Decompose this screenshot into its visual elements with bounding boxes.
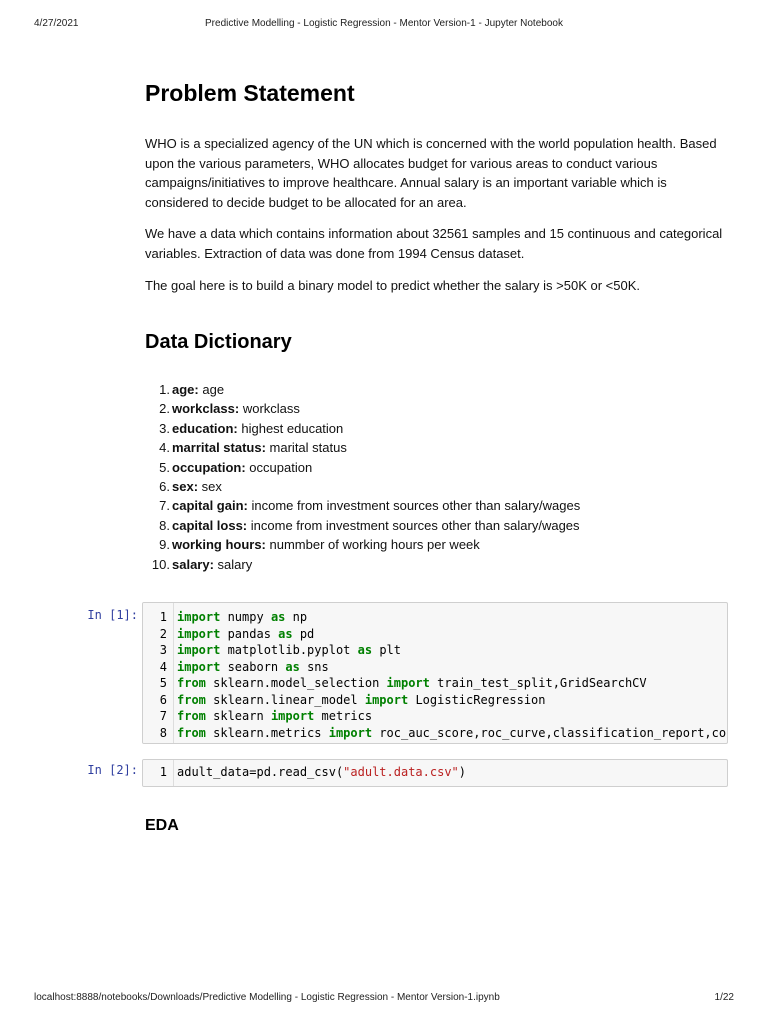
- code-line: [143, 725, 727, 742]
- code-keyword: as: [270, 610, 286, 624]
- item-number: 4.: [159, 440, 170, 456]
- item-term: sex:: [172, 478, 199, 494]
- code-line: [143, 642, 727, 659]
- item-number: 9.: [159, 537, 170, 553]
- dictionary-item: [145, 438, 580, 457]
- code-token: sklearn: [205, 709, 271, 723]
- item-description: sex: [201, 478, 222, 494]
- code-token: sklearn.linear_model: [205, 692, 365, 707]
- item-description: workclass: [242, 401, 300, 417]
- code-keyword: as: [357, 643, 373, 657]
- code-token: roc_auc_score,roc_curve,classification_report,co: [372, 725, 727, 740]
- code-keyword: import: [177, 643, 221, 657]
- item-number: 2.: [159, 401, 170, 417]
- item-description: highest education: [241, 420, 344, 436]
- print-date: 4/27/2021: [34, 18, 79, 29]
- print-footer: [34, 992, 734, 1006]
- cell-prompt: In [1]:: [87, 608, 138, 622]
- item-description: income from investment sources other than salary/wages: [250, 517, 580, 533]
- line-number: 6: [159, 692, 167, 707]
- item-term: workclass:: [172, 401, 240, 417]
- code-keyword: import: [177, 626, 221, 641]
- dictionary-item: [145, 380, 580, 399]
- item-description: marital status: [269, 440, 347, 456]
- dictionary-item: [145, 458, 580, 477]
- code-token: ): [458, 765, 466, 779]
- code-token: train_test_split,GridSearchCV: [429, 676, 647, 690]
- code-text: [177, 659, 329, 676]
- problem-paragraph-2: We have a data which contains information about 32561 samples and 15 continuous and categorical variables. Extraction of data was done from 1994 Census dataset.: [145, 226, 723, 261]
- code-cell-2[interactable]: [80, 759, 728, 785]
- item-term: capital loss:: [172, 517, 248, 533]
- code-text: [177, 764, 466, 781]
- item-term: occupation:: [172, 459, 246, 475]
- code-token: sklearn.metrics: [205, 725, 329, 740]
- code-token: adult_data=pd.read_csv(: [177, 765, 344, 779]
- data-dictionary-heading: Data Dictionary: [145, 331, 292, 353]
- code-keyword: from: [177, 709, 206, 723]
- code-line: [143, 675, 727, 692]
- code-keyword: import: [270, 709, 315, 723]
- code-keyword: import: [364, 692, 409, 707]
- line-number: 8: [159, 725, 167, 740]
- item-number: 3.: [159, 420, 170, 436]
- item-term: education:: [172, 420, 238, 436]
- page-number: 1/22: [714, 992, 734, 1003]
- code-token: numpy: [220, 610, 271, 624]
- line-number: 2: [159, 626, 167, 641]
- code-cell-1[interactable]: [80, 602, 728, 742]
- item-term: working hours:: [172, 537, 266, 553]
- code-token: sklearn.model_selection: [205, 676, 387, 690]
- cell-prompt: In [2]:: [87, 763, 138, 777]
- code-text: [177, 642, 401, 659]
- print-title: Predictive Modelling - Logistic Regression - Mentor Version-1 - Jupyter Notebook: [205, 18, 563, 29]
- code-text: [177, 626, 314, 643]
- code-editor[interactable]: [142, 602, 728, 744]
- print-header: [34, 18, 734, 32]
- code-keyword: import: [177, 610, 221, 624]
- code-token: seaborn: [220, 659, 286, 674]
- item-number: 5.: [159, 459, 170, 475]
- code-token: pd: [292, 626, 315, 641]
- item-description: salary: [217, 556, 253, 572]
- item-description: age: [202, 382, 225, 397]
- line-number: 7: [159, 709, 167, 723]
- item-term: age:: [172, 382, 199, 397]
- code-keyword: from: [177, 676, 206, 690]
- line-number: 3: [159, 643, 167, 657]
- code-line: [143, 626, 727, 643]
- code-token: metrics: [314, 709, 373, 723]
- line-number: 4: [159, 659, 167, 674]
- eda-heading: EDA: [145, 817, 179, 834]
- code-string: "adult.data.csv": [343, 765, 459, 779]
- data-dictionary-list: [145, 380, 580, 574]
- dictionary-item: [145, 535, 580, 554]
- dictionary-item: [145, 419, 580, 438]
- item-term: capital gain:: [172, 498, 248, 514]
- code-line: [143, 692, 727, 709]
- item-term: marrital status:: [172, 440, 266, 456]
- code-keyword: from: [177, 692, 206, 707]
- code-token: plt: [372, 643, 401, 657]
- item-description: occupation: [249, 459, 313, 475]
- code-text: [177, 692, 546, 709]
- code-text: [177, 725, 726, 742]
- item-description: income from investment sources other than salary/wages: [251, 498, 581, 514]
- code-text: [177, 675, 647, 692]
- code-token: pandas: [220, 626, 279, 641]
- code-text: [177, 708, 372, 725]
- code-token: sns: [299, 659, 329, 674]
- item-term: salary:: [172, 556, 214, 572]
- print-url: localhost:8888/notebooks/Downloads/Predictive Modelling - Logistic Regression - Mentor Version-1.ipynb: [34, 992, 500, 1003]
- code-token: LogisticRegression: [408, 692, 546, 707]
- code-keyword: from: [177, 725, 206, 740]
- code-keyword: as: [285, 659, 300, 674]
- item-description: nummber of working hours per week: [269, 537, 480, 553]
- item-number: 1.: [159, 382, 170, 397]
- dictionary-item: [145, 555, 580, 574]
- item-number: 8.: [159, 517, 170, 533]
- code-text: [177, 609, 307, 626]
- code-keyword: import: [386, 676, 430, 690]
- problem-paragraph-1: WHO is a specialized agency of the UN which is concerned with the world population health. Based upon the various parameters, WHO allocates budget for various areas to conduct various campaigns/initiatives to improve healthcare. Annual salary is an important variable which is considered to decide budget to be allocated for an area.: [145, 136, 717, 210]
- problem-statement-heading: Problem Statement: [145, 80, 355, 106]
- code-keyword: import: [328, 725, 373, 740]
- line-number: 5: [159, 676, 167, 690]
- line-number: 1: [159, 610, 167, 624]
- code-line: [143, 659, 727, 676]
- code-line: [143, 764, 727, 781]
- dictionary-item: [145, 399, 580, 418]
- item-number: 10.: [151, 556, 170, 572]
- code-editor[interactable]: [142, 759, 728, 787]
- item-number: 7.: [159, 498, 170, 514]
- code-keyword: import: [177, 659, 221, 674]
- item-number: 6.: [159, 478, 170, 494]
- code-token: matplotlib.pyplot: [220, 643, 358, 657]
- dictionary-item: [145, 477, 580, 496]
- code-line: [143, 708, 727, 725]
- code-line: [143, 609, 727, 626]
- line-number: 1: [159, 765, 167, 779]
- code-token: np: [285, 610, 308, 624]
- problem-paragraph-3: The goal here is to build a binary model to predict whether the salary is >50K or <50K.: [145, 278, 641, 293]
- dictionary-item: [145, 496, 580, 515]
- dictionary-item: [145, 516, 580, 535]
- code-keyword: as: [278, 626, 293, 641]
